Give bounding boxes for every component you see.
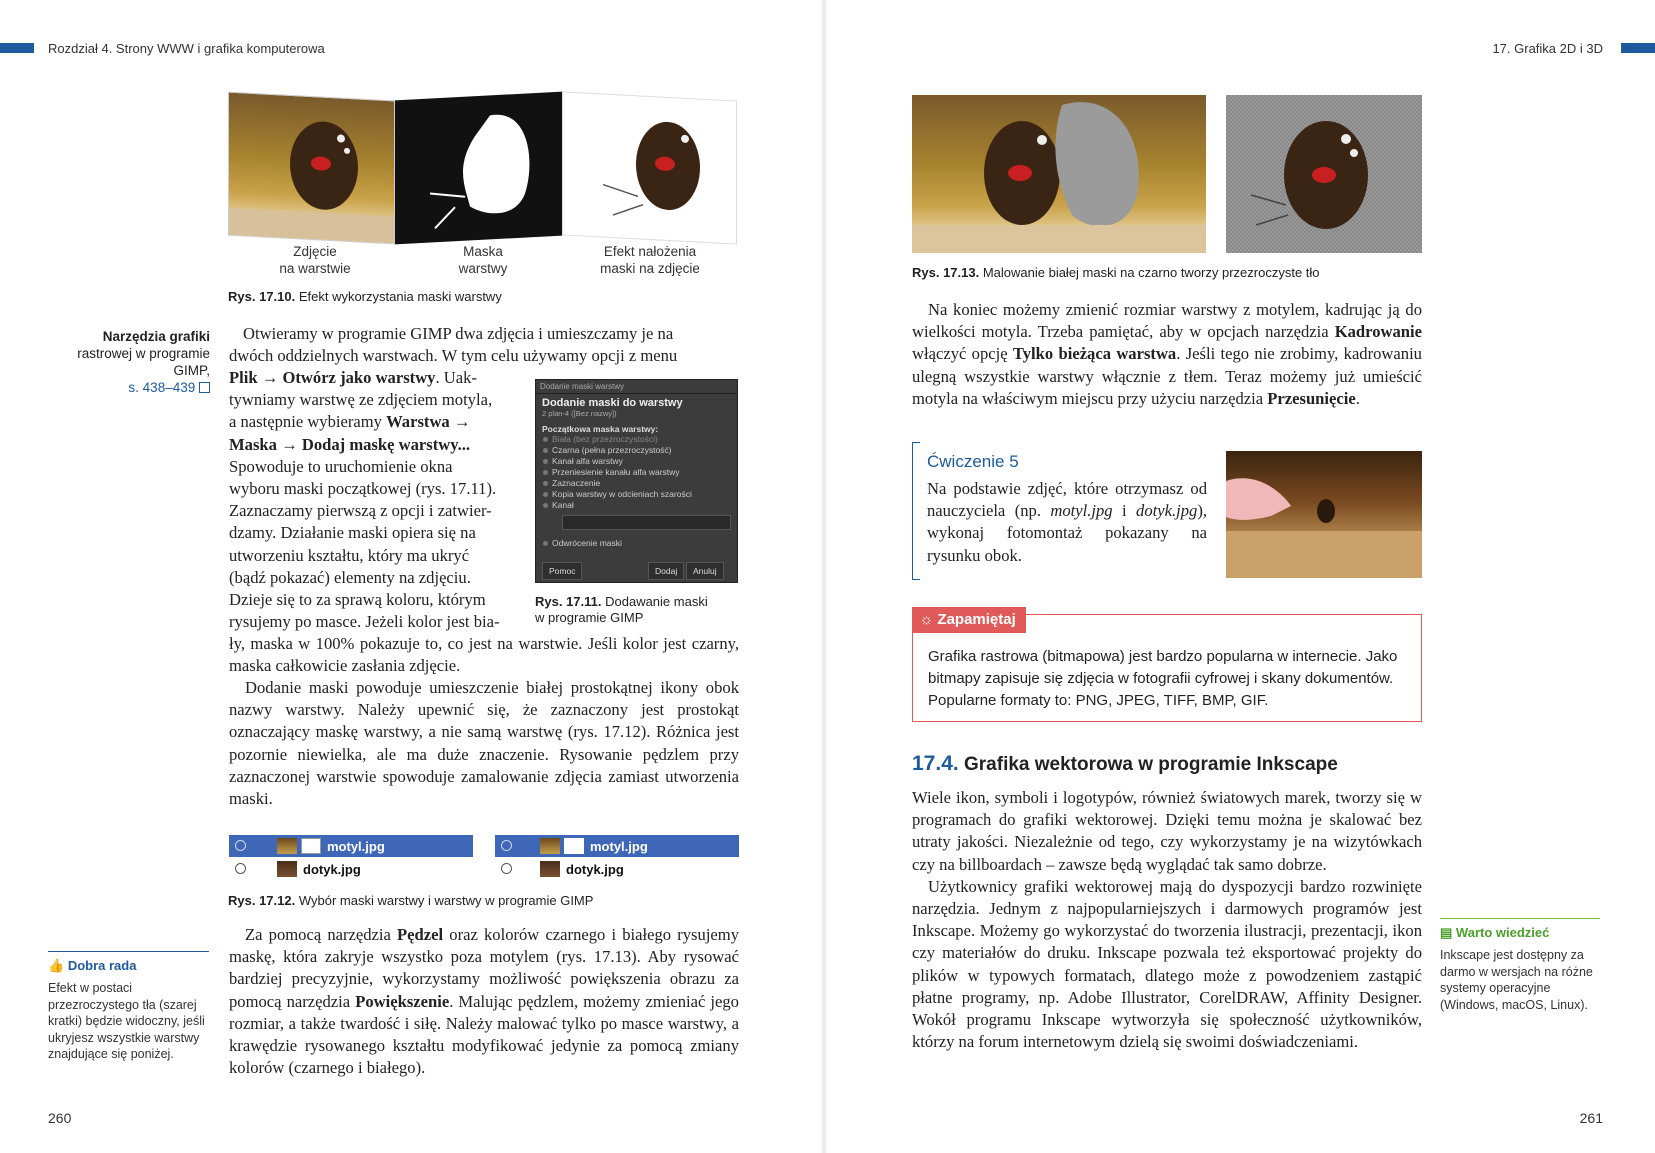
tip-box — [48, 951, 209, 1063]
paragraph-1: Otwieramy w programie GIMP dwa zdjęcia i umieszczamy je na dwóch oddzielnych warstwach. W tym celu używamy opcji z menu — [229, 324, 678, 366]
tip-text: Efekt w postaci przezroczystego tła (szarej kratki) będzie widoczny, jeśli ukryjesz wszystkie warstwy znajdujące się poniżej. — [48, 981, 205, 1061]
paragraph-3: Za pomocą narzędzia Pędzel oraz kolorów czarnego i białego rysujemy maskę, która zakryje wszystko poza motylem (rys. 17.13). Aby rysować bardziej precyzyjnie, wykorzystamy możliwość powiększenia obrazu za pomocą narzędzia Powiększenie. Malując pędzlem, możemy zmieniać jego rozmiar, a także twardość i siłę. Należy malować tylko po masce warstwy, a krawędzie rysowanego kształtu modyfikować jedynie za pomocą zmiany kolorów (czarnego i białego). — [229, 925, 739, 1078]
left-page — [0, 0, 822, 1153]
section-heading: 17.4. Grafika wektorowa w programie Inkscape — [912, 752, 1338, 775]
eye-icon[interactable] — [501, 840, 512, 851]
page-number: 261 — [1579, 1110, 1603, 1126]
butterfly-with-gray-mask — [912, 95, 1206, 253]
mask-option-grayscale[interactable]: Kopia warstwy w odcieniach szarości — [542, 489, 731, 500]
gimp-layers-panel-2 — [495, 835, 739, 881]
invert-mask-checkbox[interactable]: Odwrócenie maski — [542, 538, 731, 549]
mask-option-black[interactable]: Czarna (pełna przezroczystość) — [542, 445, 731, 456]
worth-knowing-box — [1440, 918, 1600, 1013]
fig11-caption: Rys. 17.11. Dodawanie maski w programie GIMP — [535, 594, 708, 625]
running-header: 17. Grafika 2D i 3D — [1492, 41, 1603, 56]
mask-option-white[interactable]: Biała (bez przezroczystości) — [542, 434, 731, 445]
header-accent-bar — [0, 43, 34, 53]
transparent-background-image — [1226, 95, 1422, 253]
layer-row-dotyk[interactable]: dotyk.jpg — [495, 858, 739, 880]
exercise-box — [912, 442, 1212, 580]
margin-reference: Narzędzia grafiki rastrowej w programie GIMP, s. 438–439 — [40, 328, 210, 396]
gimp-layers-panel-1 — [229, 835, 473, 881]
remember-box — [912, 611, 1422, 722]
worth-text: Inkscape jest dostępny za darmo w wersjach na różne systemy operacyjne (Windows, macOS, Linux). — [1440, 948, 1593, 1012]
layer-row-dotyk[interactable]: dotyk.jpg — [229, 858, 473, 880]
fig10-caption: Rys. 17.10. Efekt wykorzystania maski warstwy — [228, 289, 502, 304]
mask-option-transfer-alpha[interactable]: Przeniesienie kanału alfa warstwy — [542, 467, 731, 478]
running-header: Rozdział 4. Strony WWW i grafika komputerowa — [48, 41, 325, 56]
eye-icon[interactable] — [235, 863, 246, 874]
external-link-icon — [199, 382, 210, 393]
fig10-label-2: Maska warstwy — [458, 244, 508, 276]
remember-title: ☼ Zapamiętaj — [912, 607, 1026, 633]
help-button[interactable]: Pomoc — [542, 562, 582, 580]
lightbulb-icon: ☼ — [919, 611, 934, 628]
photo-layer-image — [228, 92, 395, 245]
mask-option-selection[interactable]: Zaznaczenie — [542, 478, 731, 489]
paragraph-vector: Wiele ikon, symboli i logotypów, również światowych marek, tworzy się w programach do grafiki wektorowej. Dzięki temu można je skalować bez utraty jakości. Niezależnie od tego, czy wykorzystamy je na wizytówkach czy na billboardach – zawsze będą wyglądać tak samo dobrze. Użytkownicy grafiki wektorowej mają do dyspozycji bardzo rozwinięte narzędzia. Jednym z najpopularniejszych i darmowych programów jest Inkscape. Możemy go wykorzystać do tworzenia ilustracji, prezentacji, ikon czy materiałów do druku. Inkscape pozwala też eksportować projekty do plików w typowych formatach, dlatego może z powodzeniem zastąpić płatne programy, np. Adobe Illustrator, CorelDRAW, Affinity Designer. Wokół programu Inkscape wytworzyła się społeczność użytkowników, którzy na forum internetowym dzielą się swoimi doświadczeniami. — [912, 788, 1422, 1052]
fig10-label-3: Efekt nałożenia maski na zdjęcie — [600, 244, 700, 276]
finger-and-butterfly — [1226, 451, 1422, 578]
dialog-title: Dodanie maski do warstwy — [542, 397, 683, 409]
mask-layer-image — [395, 92, 562, 245]
cancel-button[interactable]: Anuluj — [686, 562, 724, 580]
eye-icon[interactable] — [235, 840, 246, 851]
masked-result-image — [562, 91, 737, 244]
exercise-text: Na podstawie zdjęć, które otrzymasz od nauczyciela (np. motyl.jpg i dotyk.jpg), wykonaj fotomontaż pokazany na rysunku obok. — [927, 479, 1207, 565]
gimp-add-mask-dialog — [535, 379, 738, 583]
dialog-section: Początkowa maska warstwy: — [542, 424, 659, 434]
butterfly-on-transparency — [1226, 95, 1422, 253]
header-accent-bar — [1621, 43, 1655, 53]
painting-mask-image — [912, 95, 1206, 253]
remember-text: Grafika rastrowa (bitmapowa) jest bardzo popularna w internecie. Jako bitmapy zapisuje się zdjęcia w fotografii cyfrowej i skany dokumentów. Popularne formaty to: PNG, JPEG, TIFF, BMP, GIF. — [928, 648, 1398, 709]
right-page — [826, 0, 1655, 1153]
butterfly-cutout — [563, 92, 737, 244]
exercise-title: Ćwiczenie 5 — [927, 452, 1019, 471]
worth-title: ▤ Warto wiedzieć — [1440, 925, 1550, 940]
add-button[interactable]: Dodaj — [648, 562, 684, 580]
fig13-caption: Rys. 17.13. Malowanie białej maski na czarno tworzy przezroczyste tło — [912, 265, 1320, 280]
mask-option-channel[interactable]: Kanał — [542, 500, 731, 511]
paragraph-crop: Na koniec możemy zmienić rozmiar warstwy z motylem, kadrując ją do wielkości motyla. Trzeba pamiętać, aby w opcjach narzędzia Kadrowanie włączyć opcję Tylko bieżąca warstwa. Jeśli tego nie zrobimy, kadrowaniu ulegną wszystkie warstwy włącznie z tłem. Teraz możemy już umieścić motyla na właściwym miejscu przy użyciu narzędzia Przesunięcie. — [912, 300, 1422, 408]
paragraph-1-wrap: Plik → Otwórz jako warstwy. Uak- tywniamy warstwę ze zdjęciem motyla, a następnie wybieramy Warstwa → Maska → Dodaj maskę warstwy... Spowoduje to uruchomienie okna wyboru maski początkowej (rys. 17.11). Zaznaczamy pierwszą z opcji i zatwier- dzamy. Działanie maski opiera się na utworzeniu kształtu, który ma ukryć (bądź pokazać) elementy na zdjęciu. Dzieje się to za sprawą koloru, którym rysujemy po masce. Jeżeli kolor jest bia- — [229, 368, 500, 632]
eye-icon[interactable] — [501, 863, 512, 874]
layer-row-motyl[interactable]: motyl.jpg — [229, 835, 473, 857]
dialog-subtitle: 2 plan-4 ([Bez nazwy]) — [542, 409, 617, 418]
thumbs-up-icon: 👍 — [48, 958, 65, 973]
page-number: 260 — [48, 1110, 72, 1126]
paragraph-1-end: ły, maska w 100% pokazuje to, co jest na warstwie. Jeśli kolor jest czarny, maska całkowicie zasłania zdjęcie. — [229, 634, 739, 676]
hand-butterfly-photo — [1226, 451, 1422, 578]
document-icon: ▤ — [1440, 925, 1453, 940]
tip-title: 👍 Dobra rada — [48, 958, 137, 973]
layer-row-motyl[interactable]: motyl.jpg — [495, 835, 739, 857]
paragraph-2: Dodanie maski powoduje umieszczenie białej prostokątnej ikony obok nazwy warstwy. Należy upewnić się, że zaznaczony jest prostokąt oznaczający maskę warstwy, a nie samą warstwę (rys. 17.12). Różnica jest pozornie niewielka, ale ma duże znaczenie. Rysowanie pędzlem przy zaznaczonej warstwie spowoduje zamalowanie zdjęcia zamiast utworzenia maski. — [229, 678, 739, 809]
mask-option-alpha[interactable]: Kanał alfa warstwy — [542, 456, 731, 467]
fig10-label-1: Zdjęcie na warstwie — [279, 244, 351, 276]
fig12-caption: Rys. 17.12. Wybór maski warstwy i warstwy w programie GIMP — [228, 893, 594, 908]
margin-reference-link[interactable]: s. 438–439 — [40, 379, 210, 396]
butterfly-image — [229, 93, 395, 245]
butterfly-mask-silhouette — [395, 92, 562, 245]
channel-select[interactable] — [562, 515, 731, 530]
dialog-window-title: Dodanie maski warstwy — [536, 380, 737, 394]
